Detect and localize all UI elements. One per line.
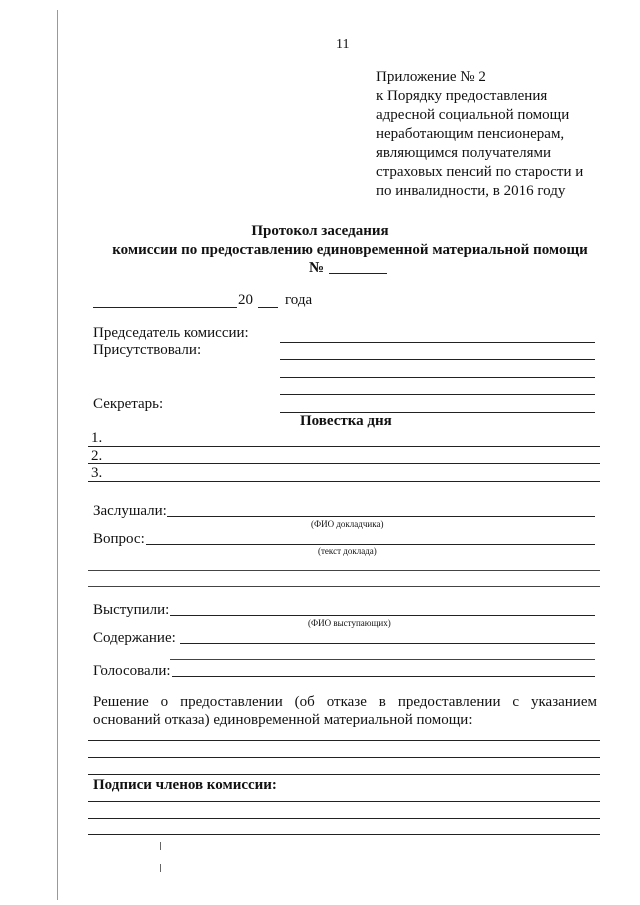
protocol-title: Протокол заседания	[251, 223, 389, 239]
spoke-label: Выступили:	[93, 602, 170, 618]
signature-field-2[interactable]	[88, 818, 600, 819]
agenda-item-3-field[interactable]	[88, 481, 600, 482]
appendix-line: страховых пенсий по старости и	[376, 164, 584, 180]
appendix-line: адресной социальной помощи	[376, 107, 570, 123]
question-field-line-2[interactable]	[88, 570, 600, 571]
signature-field-1[interactable]	[88, 801, 600, 802]
signatures-label: Подписи членов комиссии:	[93, 777, 277, 793]
content-field[interactable]	[180, 643, 595, 644]
present-field-2[interactable]	[280, 377, 595, 378]
protocol-number-label: №	[309, 260, 325, 276]
protocol-number-field[interactable]	[329, 273, 387, 274]
question-field[interactable]	[146, 544, 595, 545]
spoke-caption: (ФИО выступающих)	[308, 618, 391, 628]
commission-title: комиссии по предоставлению единовременной материальной помощи	[112, 242, 588, 258]
heard-label: Заслушали:	[93, 503, 167, 519]
chairman-field[interactable]	[280, 342, 595, 343]
present-field-3[interactable]	[280, 394, 595, 395]
appendix-line: неработающим пенсионерам,	[376, 126, 565, 142]
appendix-line: к Порядку предоставления	[376, 88, 548, 104]
appendix-line: являющимся получателями	[376, 145, 551, 161]
scan-mark	[160, 864, 161, 872]
agenda-item-2-field[interactable]	[88, 463, 600, 464]
scan-mark	[160, 842, 161, 850]
agenda-item-1-field[interactable]	[88, 446, 600, 447]
date-year-label: года	[285, 292, 313, 308]
date-day-month-field[interactable]	[93, 307, 237, 308]
signature-field-3[interactable]	[88, 834, 600, 835]
appendix-line: Приложение № 2	[376, 69, 486, 85]
decision-line-1: Решение о предоставлении (об отказе в предоставлении с указанием	[93, 694, 597, 710]
page-number: 11	[336, 37, 350, 52]
content-label: Содержание:	[93, 630, 176, 646]
decision-field-1[interactable]	[88, 740, 600, 741]
agenda-item-number: 2.	[91, 448, 103, 464]
date-century: 20	[238, 292, 253, 308]
heard-field[interactable]	[167, 516, 595, 517]
agenda-item-number: 1.	[91, 430, 103, 446]
chairman-label: Председатель комиссии:	[93, 325, 249, 341]
present-field-1[interactable]	[280, 359, 595, 360]
decision-field-2[interactable]	[88, 757, 600, 758]
present-label: Присутствовали:	[93, 342, 202, 358]
scan-edge-line	[57, 10, 58, 900]
agenda-item-number: 3.	[91, 465, 103, 481]
decision-field-3[interactable]	[88, 774, 600, 775]
question-field-line-3[interactable]	[88, 586, 600, 587]
spoke-field[interactable]	[170, 615, 595, 616]
decision-line-2: оснований отказа) единовременной материальной помощи:	[93, 712, 473, 728]
agenda-heading: Повестка дня	[300, 413, 392, 429]
date-year-field[interactable]	[258, 307, 278, 308]
voted-label: Голосовали:	[93, 663, 171, 679]
appendix-block	[376, 68, 583, 201]
question-caption: (текст доклада)	[318, 546, 377, 556]
voted-field[interactable]	[172, 676, 595, 677]
appendix-line: по инвалидности, в 2016 году	[376, 183, 566, 199]
secretary-label: Секретарь:	[93, 396, 164, 412]
question-label: Вопрос:	[93, 531, 145, 547]
content-field-line-2[interactable]	[170, 659, 595, 660]
heard-caption: (ФИО докладчика)	[311, 519, 384, 529]
